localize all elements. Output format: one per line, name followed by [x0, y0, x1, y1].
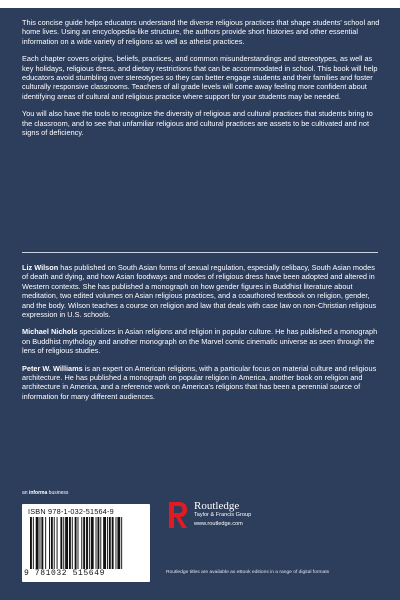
barcode-bar — [57, 517, 58, 569]
author-bio-wilson — [22, 263, 380, 319]
barcode-bar — [121, 517, 122, 569]
ebook-footnote: Routledge titles are available as eBook editions in a range of digital formats — [166, 570, 330, 575]
author-name: Peter W. Williams — [22, 363, 83, 373]
barcode-bar — [83, 517, 85, 569]
publisher-url[interactable]: www.routledge.com — [194, 521, 243, 527]
top-rule — [0, 0, 400, 8]
barcode-bar — [65, 517, 68, 569]
barcode-bar — [78, 517, 79, 569]
barcode-bar — [54, 517, 55, 569]
barcode-bar — [30, 517, 32, 569]
barcode-bar — [51, 517, 53, 569]
author-name: Michael Nichols — [22, 327, 78, 337]
isbn-number: ISBN 978-1-032-51564-9 — [28, 507, 114, 516]
publisher-name: Routledge — [194, 500, 240, 512]
barcode-bar — [100, 517, 101, 569]
barcode-bar — [40, 517, 41, 569]
barcode-bar — [107, 517, 108, 569]
publisher-group: Taylor & Francis Group — [194, 512, 252, 518]
informa-business-mark — [22, 490, 68, 496]
author-bio-text: has published on South Asian forms of sexual regulation, especially celibacy, South Asian modes of death and dying, and how Asian foodways and modes of religious dress have been adopted and altered in Western contexts. She has published a monograph on how gender figures in Buddhist literature about meditation, two edited volumes on Asian religious practices, and a coauthored textbook on religion, gender, and the body. Wilson teaches a course on religion and law that deals with case law on non-Christian religious expression in U.S. schools. — [22, 263, 377, 320]
barcode-bar — [33, 517, 34, 569]
section-divider — [22, 252, 378, 253]
informa-prefix: an — [22, 490, 29, 496]
barcode-bar — [60, 517, 62, 569]
barcode-bar — [109, 517, 111, 569]
book-blurb — [22, 18, 380, 145]
informa-word: informa — [28, 490, 48, 496]
barcode — [22, 504, 150, 582]
barcode-bar — [69, 517, 71, 569]
barcode-bar — [86, 517, 88, 569]
barcode-bar — [63, 517, 64, 569]
barcode-bar — [96, 517, 97, 569]
barcode-bar — [81, 517, 82, 569]
author-bio-nichols — [22, 327, 380, 355]
author-name: Liz Wilson — [22, 263, 59, 272]
barcode-bar — [72, 517, 73, 569]
routledge-logo-icon — [166, 500, 190, 530]
author-bio-text: specializes in Asian religions and religion in popular culture. He has published a monograph on Buddhist mythology and another monograph on the Marvel comic cinematic universe as seen through the lens of religious studies. — [22, 327, 378, 356]
author-bios — [22, 263, 380, 409]
blurb-paragraph-1: This concise guide helps educators understand the diverse religious practices that shape students' school and home lives. Using an encyclopedia-like structure, the authors provide short histories and other essential information on a wide variety of religions as well as atheist practices. — [22, 18, 380, 46]
blurb-paragraph-3: You will also have the tools to recognize the diversity of religious and cultural practices that students bring to the classroom, and to see that unfamiliar religious and cultural practices are assets to be cultivated and not signs of deficiency. — [22, 109, 373, 138]
author-bio-text: is an expert on American religions, with a particular focus on material culture and religious architecture. He has published a monograph on popular religion in America, another book on religion and architecture in America, and a reference work on America's religions that has been a perennial source of information for many different audiences. — [22, 363, 377, 401]
barcode-bar — [45, 517, 46, 569]
barcode-bar — [75, 517, 77, 569]
blurb-paragraph-2: Each chapter covers origins, beliefs, practices, and common misunderstandings and stereotypes, as well as key holidays, religious dress, and dietary restrictions that can be accommodated in school. This book will help educators avoid stumbling over stereotypes so they can better engage students and their families and foster culturally responsive classrooms. Teachers of all grade levels will come away feeling more confident about identifying areas of cultural and religious practice where support for your students may be needed. — [22, 54, 378, 101]
barcode-bar — [49, 517, 50, 569]
barcode-bar — [91, 517, 94, 569]
barcode-digits: 9 781032 515649 — [24, 569, 106, 578]
informa-suffix: business — [47, 490, 69, 496]
publisher-footer — [22, 490, 382, 580]
author-bio-williams — [22, 364, 380, 402]
barcode-bar — [116, 517, 117, 569]
barcode-bar — [89, 517, 90, 569]
barcode-bar — [103, 517, 106, 569]
barcode-bar — [41, 517, 43, 569]
barcode-bar — [97, 517, 99, 569]
barcode-bar — [117, 517, 120, 569]
barcode-bar — [112, 517, 114, 569]
barcode-bars — [30, 517, 144, 569]
barcode-bar — [36, 517, 39, 569]
publisher-brand — [194, 500, 251, 529]
